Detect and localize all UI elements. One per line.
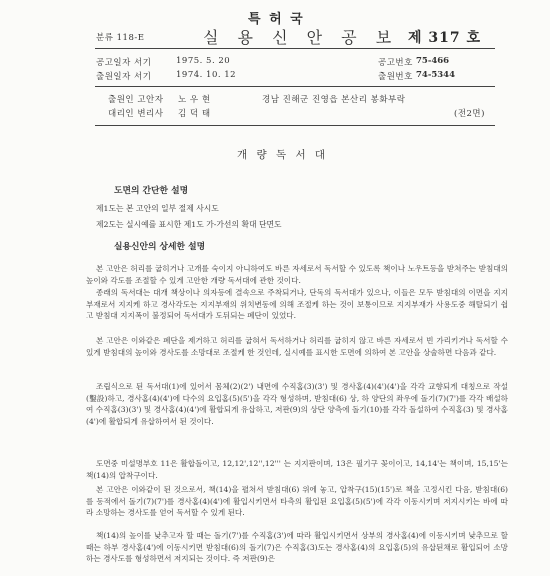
classification: 분류 118-E [96, 33, 145, 43]
applicant-address: 경남 진해군 진영읍 본산리 봉화부락 [262, 95, 406, 105]
document-title: 개 량 독 서 대 [237, 149, 329, 161]
filing-date-label: 출원일자 서기 [96, 72, 152, 82]
announce-no: 75-466 [416, 56, 450, 66]
issue-number: 제 317 호 [408, 30, 482, 46]
announce-no-label: 공고번호 [378, 58, 413, 68]
announce-date-label: 공고일자 서기 [96, 58, 152, 68]
body-paragraph: 본 고안은 이와같은 폐단을 제거하고 허리를 굽혀서 독서하거나 허리를 굽히지 않고 바른 자세로서 빈 가리키거나 독서할 수 있게 받침대의 높이와 경사도를 소망대로 조절케 한 것인데, 실시예를 표시한 도면에 의하여 본 고안을 상술하면 다음과 같다. [86, 336, 508, 357]
body-paragraph: 도면중 미설명부호 11은 활합돌이고, 12,12',12'',12''' 는 지지판이며, 13은 필기구 꽂이이고, 14,14'는 책이며, 15,15'는 책(14)의 압착구이다. [86, 459, 508, 480]
body-paragraph: 조립식으로 된 독서대(1)에 있어서 몸체(2)(2') 내면에 수직홈(3)(3') 및 경사홈(4)(4')(4')을 각각 교향되게 대칭으로 작설(鑿設)하고, 경사홈(4)(4')에 다수의 요입홈(5)(5')을 각각 형성하며, 받침대(6) 상, 하 양단의 좌우에 돌기(7)(7')를 각각 배설하여 수직홈(3)(3') 및 경사홈(4)(4')에 활합되게 유삽하고, 저판(9)의 상단 양측에 돌기(10)를 각각 돌설하여 수직홈(3) 및 경사홈(4')에 활합되게 유삽하여서 된 것이다. [86, 382, 508, 426]
agent-name: 김 덕 태 [178, 109, 211, 119]
page-count: (전2면) [454, 109, 485, 119]
applicant-label: 출원인 고안자 [108, 95, 164, 105]
body-paragraph: 본 고안은 이와같이 된 것으로서, 책(14)을 펼쳐서 받침대(6) 위에 놓고, 압착구(15)(15')로 책을 고정시킨 다음, 받침대(6)를 동적에서 돌기(7)(7')를 경사홈(4)(4')에 활입시키면서 타측의 활입된 요입홈(5)(5')에 각각 이동시키며 저지시키는 바에 따라 소망하는 경사도를 얻어 독서할 수 있게 된다. [86, 485, 508, 517]
filing-date: 1974. 10. 12 [176, 70, 237, 80]
figure-2-description: 제2도는 실시예를 표시한 제1도 가-가선의 확대 단면도 [96, 220, 282, 229]
brief-description-heading: 도면의 간단한 설명 [114, 186, 189, 196]
applicant-name: 노 우 현 [178, 95, 211, 105]
figure-1-description: 제1도는 본 고안의 일부 절제 사시도 [96, 204, 219, 213]
filing-no-label: 출원번호 [378, 72, 413, 82]
body-paragraph: 본 고안은 허리를 굽히거나 고개를 숙이지 아니하여도 바른 자세로서 독서할 수 있도록 책이나 노우트등을 받쳐주는 받침대의 높이와 각도를 조절할 수 있게 고안한 개량 독서대에 관한 것이다. [86, 264, 508, 285]
detailed-description-heading: 실용신안의 상세한 설명 [114, 242, 206, 252]
header-rule-bottom [95, 125, 495, 126]
office-title: 특 허 국 [248, 12, 305, 27]
filing-no: 74-5344 [416, 70, 456, 80]
body-paragraph: 종래의 독서대는 대개 책상이나 의자등에 결속으로 주착되거나, 단독의 독서대가 있으나, 이들은 모두 받침대의 이면을 지지부재로서 지지케 하고 경사각도는 지지부재의 위치변동에 의해 조절케 하는 것이 보통이므로 지지부재가 사용도중 해탈되기 쉽고 받침대 지지폭이 불정되어 독서대가 도뒤되는 폐단이 있었다. [86, 288, 508, 320]
header-rule-mid [95, 86, 495, 87]
header-rule-top [95, 48, 495, 49]
publication-title: 실 용 신 안 공 보 [203, 28, 399, 47]
agent-label: 대리인 변리사 [108, 109, 164, 119]
announce-date: 1975. 5. 20 [176, 56, 231, 66]
body-paragraph: 책(14)의 높이를 낮추고자 할 때는 돌기(7')를 수직홈(3')에 따라 활입시키면서 상부의 경사홈(4)에 이동시키며 낮추므로 할 때는 하부 경사홈(4')에 이동시키면 받침대(6)의 돌기(7)은 수직홈(3)도는 경사홈(4)의 요입홈(5)의 유삽된채로 활입되어 소망하는 경사도를 형성하면서 저지되는 것이다. 즉 저판(9)은 [86, 531, 508, 563]
